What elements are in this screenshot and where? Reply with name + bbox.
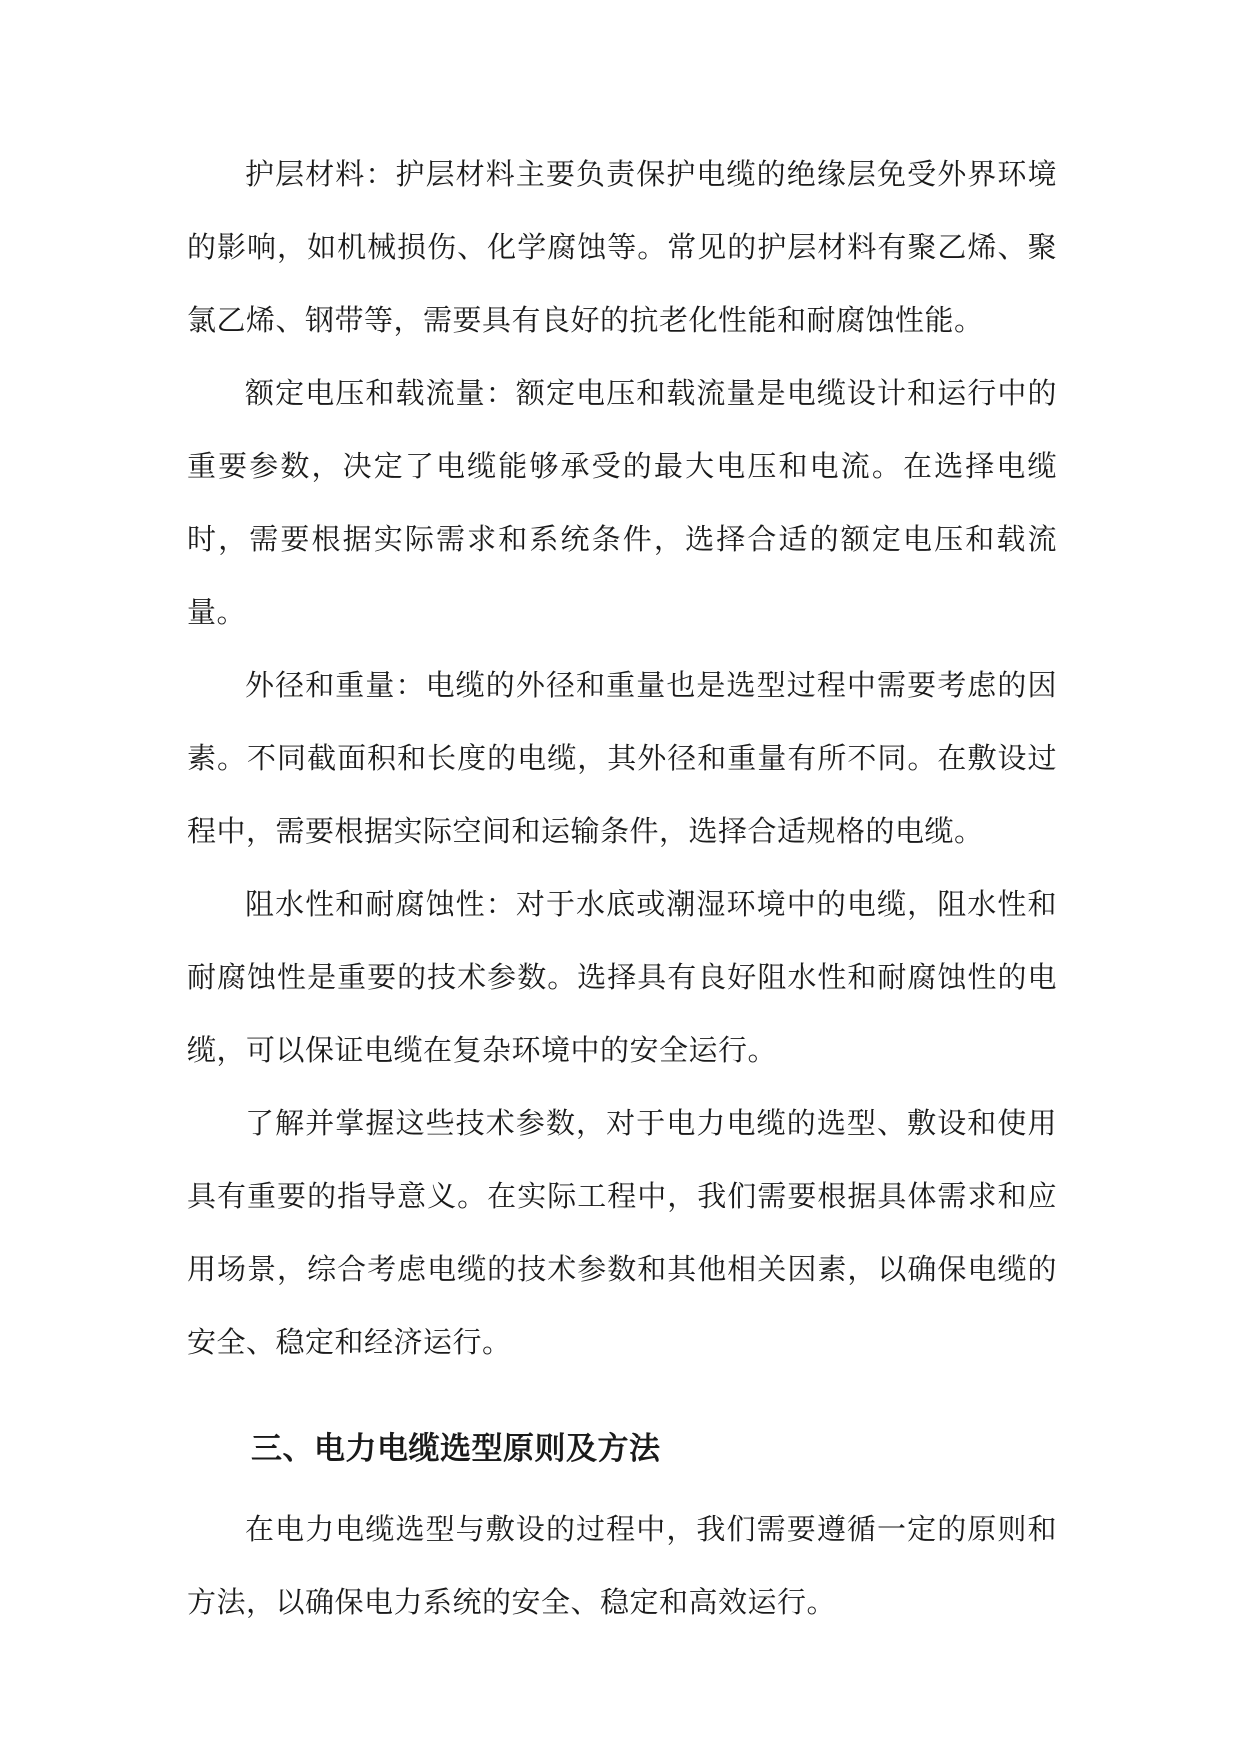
paragraph-section-intro: 在电力电缆选型与敷设的过程中，我们需要遵循一定的原则和方法，以确保电力系统的安全、稳定和高效运行。: [187, 1512, 1057, 1619]
paragraph-diameter-weight: 外径和重量：电缆的外径和重量也是选型过程中需要考虑的因素。不同截面积和长度的电缆，其外径和重量有所不同。在敷设过程中，需要根据实际空间和运输条件，选择合适规格的电缆。: [187, 668, 1057, 848]
paragraph-sheath-material: 护层材料：护层材料主要负责保护电缆的绝缘层免受外界环境的影响，如机械损伤、化学腐蚀等。常见的护层材料有聚乙烯、聚氯乙烯、钢带等，需要具有良好的抗老化性能和耐腐蚀性能。: [187, 157, 1057, 337]
paragraph-water-resistance: 阻水性和耐腐蚀性：对于水底或潮湿环境中的电缆，阻水性和耐腐蚀性是重要的技术参数。选择具有良好阻水性和耐腐蚀性的电缆，可以保证电缆在复杂环境中的安全运行。: [187, 887, 1057, 1067]
paragraph-rated-voltage: 额定电压和载流量：额定电压和载流量是电缆设计和运行中的重要参数，决定了电缆能够承受的最大电压和电流。在选择电缆时，需要根据实际需求和系统条件，选择合适的额定电压和载流量。: [187, 376, 1057, 629]
document-page: [187, 138, 1057, 1639]
paragraph-summary: 了解并掌握这些技术参数，对于电力电缆的选型、敷设和使用具有重要的指导意义。在实际工程中，我们需要根据具体需求和应用场景，综合考虑电缆的技术参数和其他相关因素，以确保电缆的安全、稳定和经济运行。: [187, 1106, 1057, 1359]
section-heading: 三、电力电缆选型原则及方法: [251, 1431, 661, 1467]
